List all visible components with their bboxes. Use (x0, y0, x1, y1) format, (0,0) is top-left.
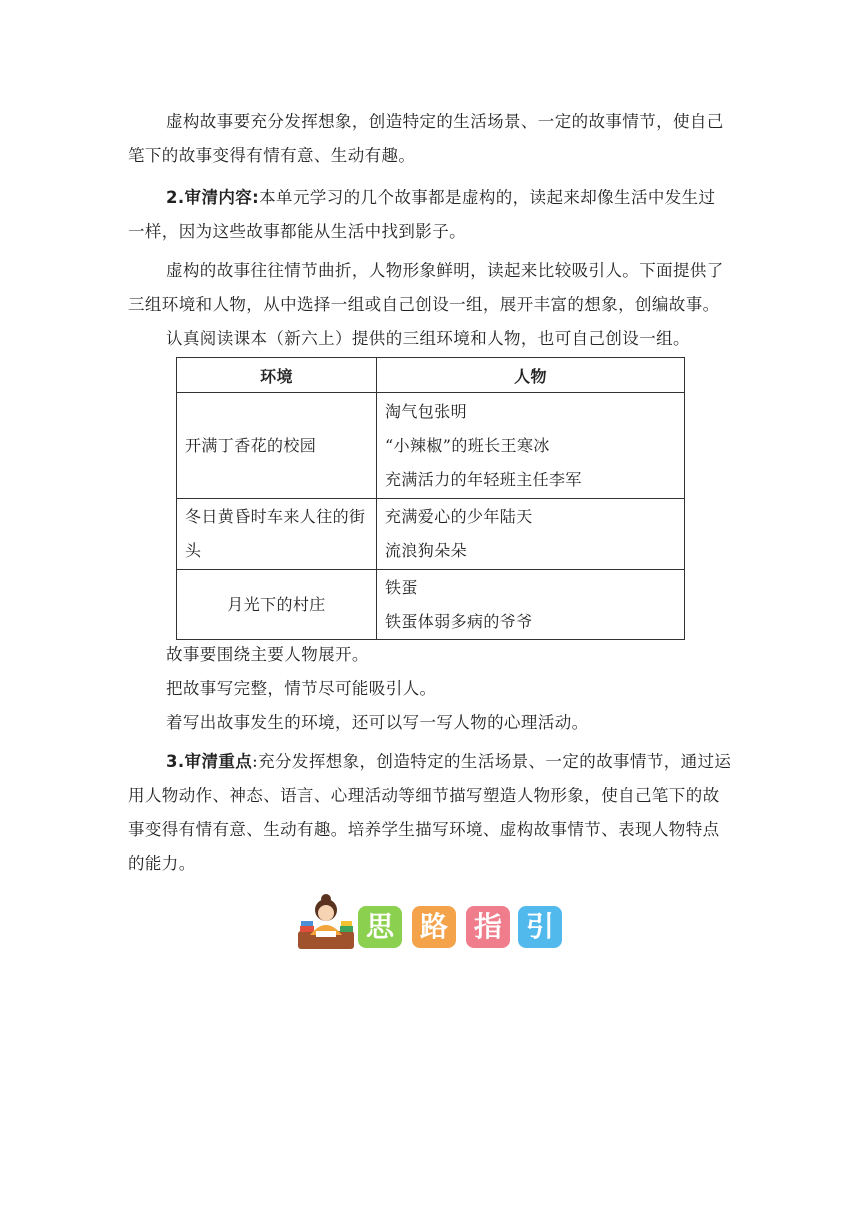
person-item: 充满爱心的少年陆天 (385, 507, 533, 526)
table-row (177, 499, 685, 570)
intro-paragraph: 虚构故事要充分发挥想象，创造特定的生活场景、一定的故事情节，使自己笔下的故事变得有情有意、生动有趣。 (128, 112, 724, 165)
table-row (177, 393, 685, 499)
header-environment: 环境 (177, 358, 377, 393)
guide-tile-si: 思 (358, 906, 402, 948)
person-item: 铁蛋体弱多病的爷爷 (385, 611, 533, 631)
focus-paragraph (128, 745, 732, 881)
table-row (177, 570, 685, 640)
person-item: 充满活力的年轻班主任李军 (385, 469, 582, 489)
focus-text: :充分发挥想象，创造特定的生活场景、一定的故事情节，通过运用人物动作、神态、语言、心理活动等细节描写塑造人物形象，使自己笔下的故事变得有情有意、生动有趣。培养学生描写环境、虚构故事情节、表现人物特点的能力。 (128, 752, 732, 873)
people-cell (377, 393, 685, 499)
content-paragraph (128, 181, 732, 249)
guide-tile-lu: 路 (412, 906, 456, 948)
people-cell (377, 499, 685, 570)
table-header-row (177, 358, 685, 393)
person-item: 淘气包张明 (385, 401, 468, 421)
header-people: 人物 (377, 358, 685, 393)
focus-label: 3.审清重点 (166, 752, 253, 771)
reading-child-icon (296, 893, 356, 953)
person-item: 铁蛋 (385, 577, 418, 597)
env-cell: 冬日黄昏时车来人往的街头 (177, 499, 377, 570)
story-paragraph: 虚构的故事往往情节曲折，人物形象鲜明，读起来比较吸引人。下面提供了三组环境和人物，从中选择一组或自己创设一组，展开丰富的想象，创编故事。 (128, 261, 724, 314)
reading-instruction: 认真阅读课本（新六上）提供的三组环境和人物，也可自己创设一组。 (166, 329, 690, 348)
content-label: 2.审清内容: (166, 188, 260, 207)
env-cell: 月光下的村庄 (177, 570, 377, 640)
environment-people-table (176, 357, 685, 640)
requirement-2: 把故事写完整，情节尽可能吸引人。 (166, 679, 437, 698)
guide-banner (296, 893, 566, 953)
person-item: 流浪狗朵朵 (385, 541, 468, 560)
env-cell: 开满丁香花的校园 (177, 393, 377, 499)
requirement-1: 故事要围绕主要人物展开。 (166, 645, 369, 664)
requirement-3: 着写出故事发生的环境，还可以写一写人物的心理活动。 (166, 713, 589, 732)
person-item: “小辣椒”的班长王寒冰 (385, 435, 550, 455)
content-text: 本单元学习的几个故事都是虚构的，读起来却像生活中发生过一样，因为这些故事都能从生活中找到影子。 (128, 188, 716, 241)
guide-tile-zhi: 指 (466, 906, 510, 948)
guide-tile-yin: 引 (518, 906, 562, 948)
people-cell (377, 570, 685, 640)
